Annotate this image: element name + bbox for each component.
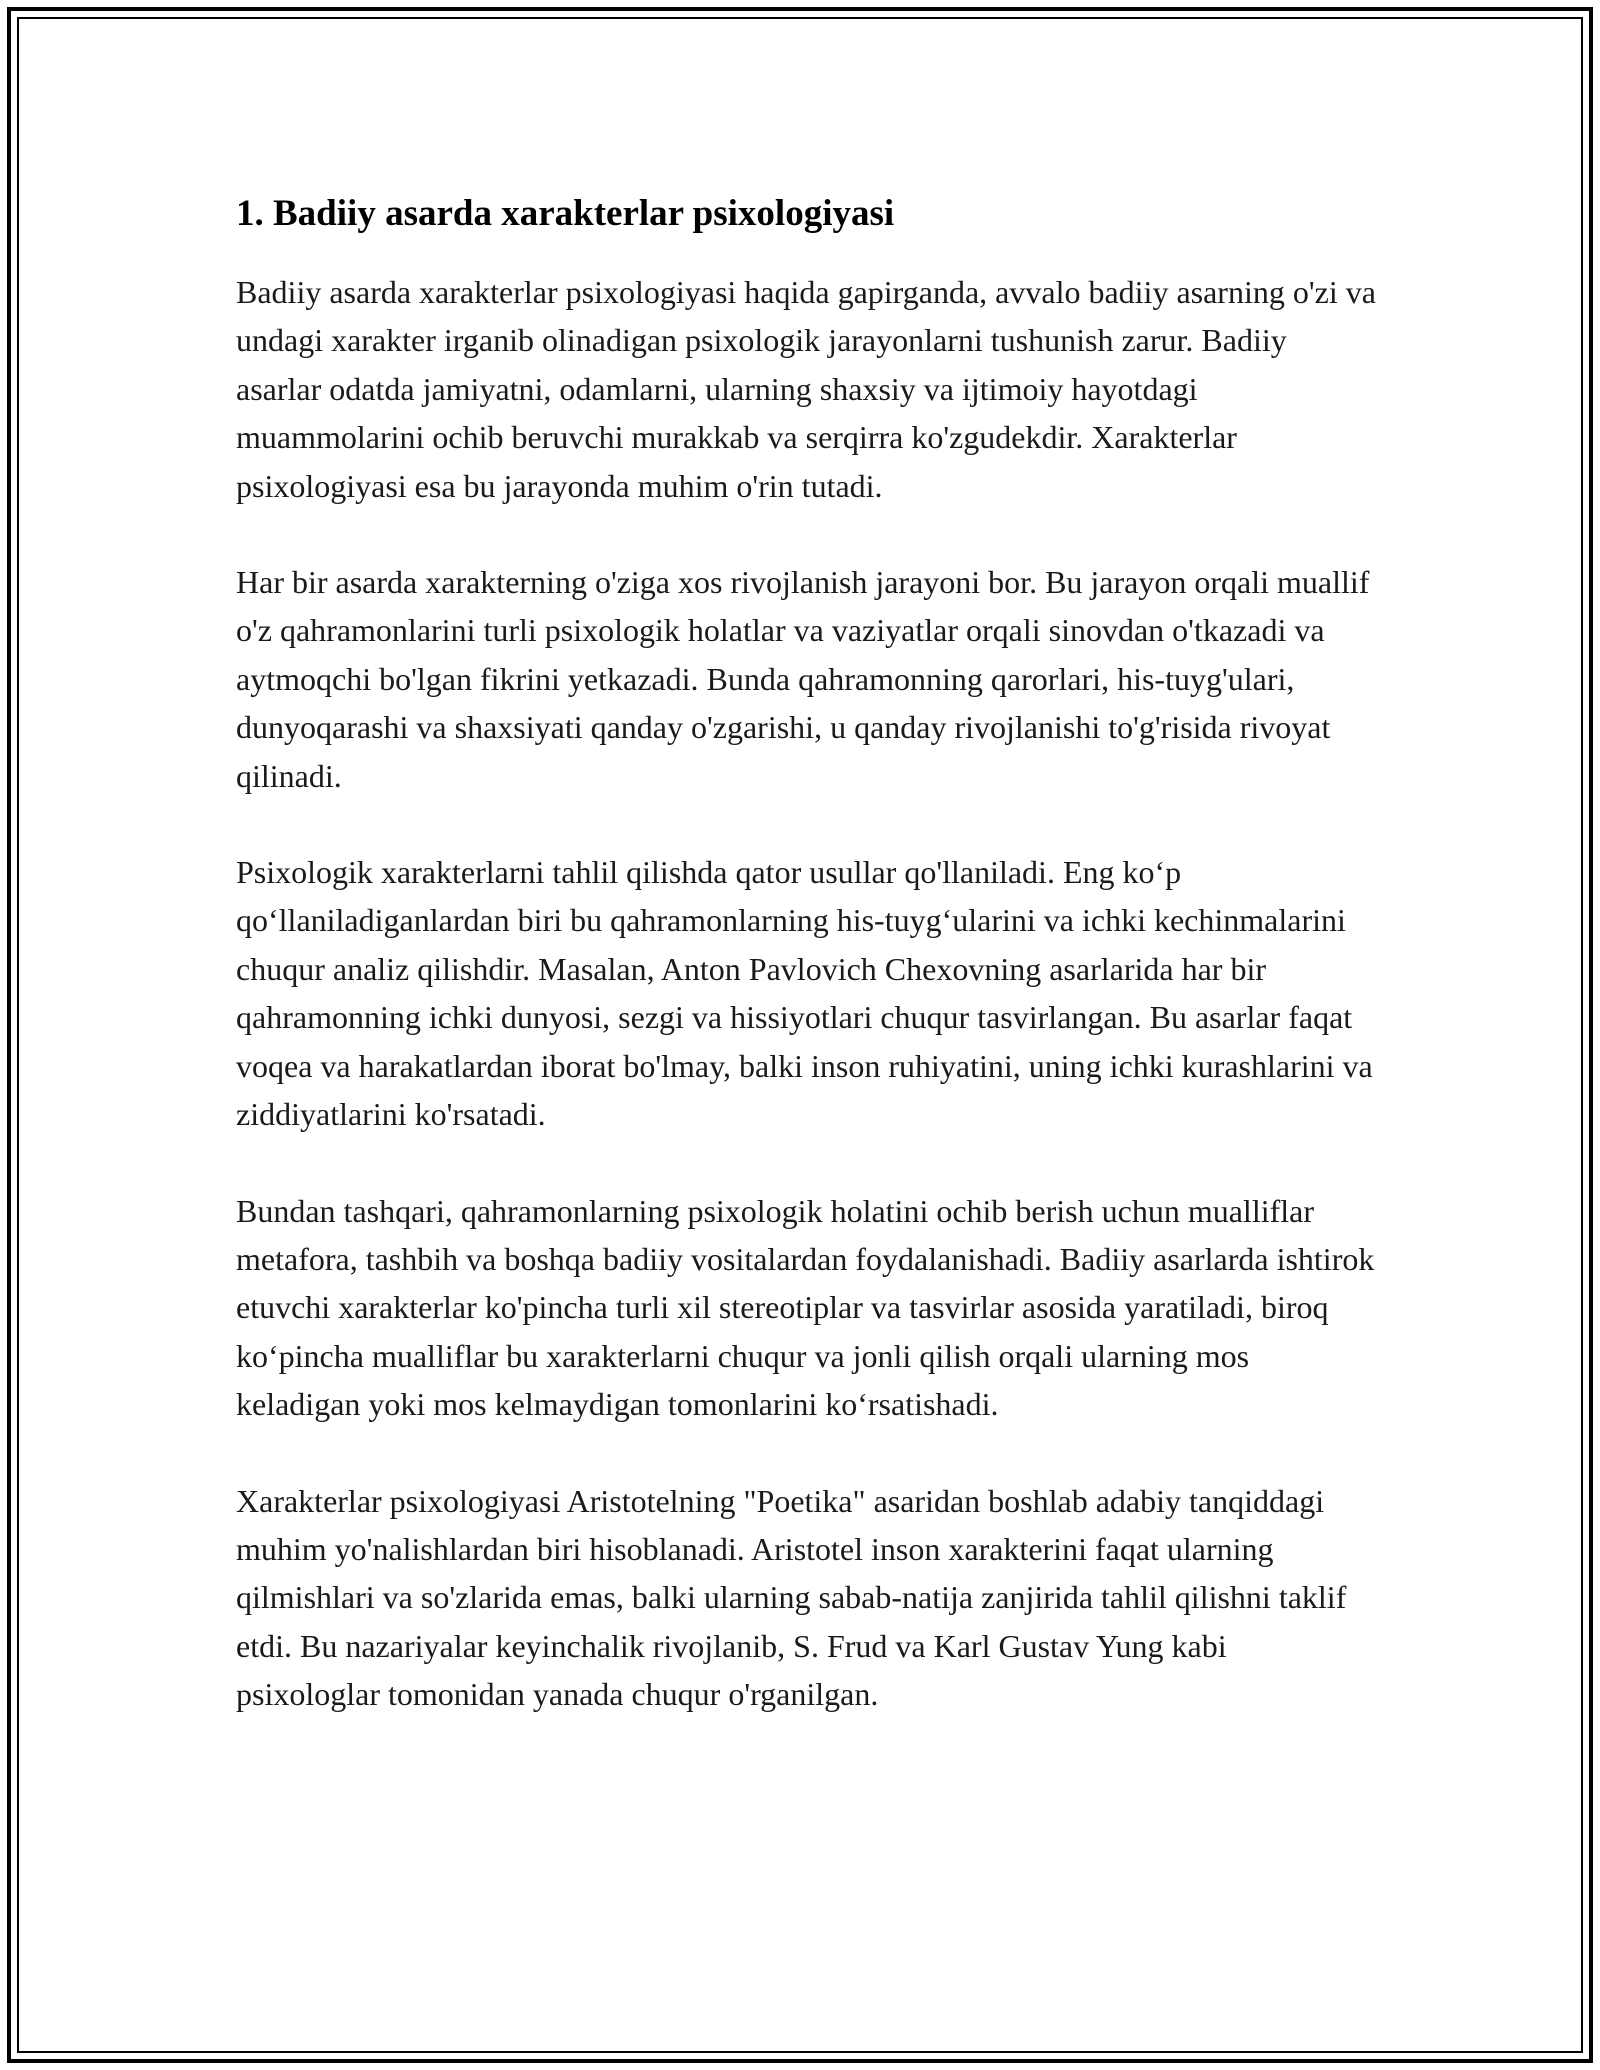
section-heading: 1. Badiiy asarda xarakterlar psixologiyasi xyxy=(236,193,895,234)
paragraph-4: Bundan tashqari, qahramonlarning psixologik holatini ochib berish uchun mualliflar metafora, tashbih va boshqa badiiy vositalardan foydalanishadi. Badiiy asarlarda ishtirok etuvchi xarakterlar ko'pincha turli xil stereotiplar va tasvirlar asosida yaratiladi, biroq ko‘pincha mualliflar bu xarakterlarni chuqur va jonli qilish orqali ularning mos keladigan yoki mos kelmaydigan tomonlarini ko‘rsatishadi. xyxy=(236,1192,1375,1423)
paragraph-2: Har bir asarda xarakterning o'ziga xos rivojlanish jarayoni bor. Bu jarayon orqali muallif o'z qahramonlarini turli psixologik holatlar va vaziyatlar orqali sinovdan o'tkazadi va aytmoqchi bo'lgan fikrini yetkazadi. Bunda qahramonning qarorlari, his-tuyg'ulari, dunyoqarashi va shaxsiyati qanday o'zgarishi, u qanday rivojlanishi to'g'risida rivoyat qilinadi. xyxy=(236,564,1370,794)
document-body xyxy=(236,186,1376,1767)
paragraph-5: Xarakterlar psixologiyasi Aristotelning "Poetika" asaridan boshlab adabiy tanqiddagi muhim yo'nalishlardan biri hisoblanadi. Aristotel inson xarakterini faqat ularning qilmishlari va so'zlarida emas, balki ularning sabab-natija zanjirida tahlil qilishni taklif etdi. Bu nazariyalar keyinchalik rivojlanib, S. Frud va Karl Gustav Yung kabi psixologlar tomonidan yanada chuqur o'rganilgan. xyxy=(236,1482,1347,1713)
paragraph-1: Badiiy asarda xarakterlar psixologiyasi haqida gapirganda, avvalo badiiy asarning o'zi va undagi xarakter irganib olinadigan psixologik jarayonlarni tushunish zarur. Badiiy asarlar odatda jamiyatni, odamlarni, ularning shaxsiy va ijtimoiy hayotdagi muammolarini ochib beruvchi murakkab va serqirra ko'zgudekdir. Xarakterlar psixologiyasi esa bu jarayonda muhim o'rin tutadi. xyxy=(236,274,1376,504)
paragraph-3: Psixologik xarakterlarni tahlil qilishda qator usullar qo'llaniladi. Eng ko‘p qo‘llaniladiganlardan biri bu qahramonlarning his-tuyg‘ularini va ichki kechinmalarini chuqur analiz qilishdir. Masalan, Anton Pavlovich Chexovning asarlarida har bir qahramonning ichki dunyosi, sezgi va hissiyotlari chuqur tasvirlangan. Bu asarlar faqat voqea va harakatlardan iborat bo'lmay, balki inson ruhiyatini, uning ichki kurashlarini va ziddiyatlarini ko'rsatadi. xyxy=(236,854,1373,1133)
